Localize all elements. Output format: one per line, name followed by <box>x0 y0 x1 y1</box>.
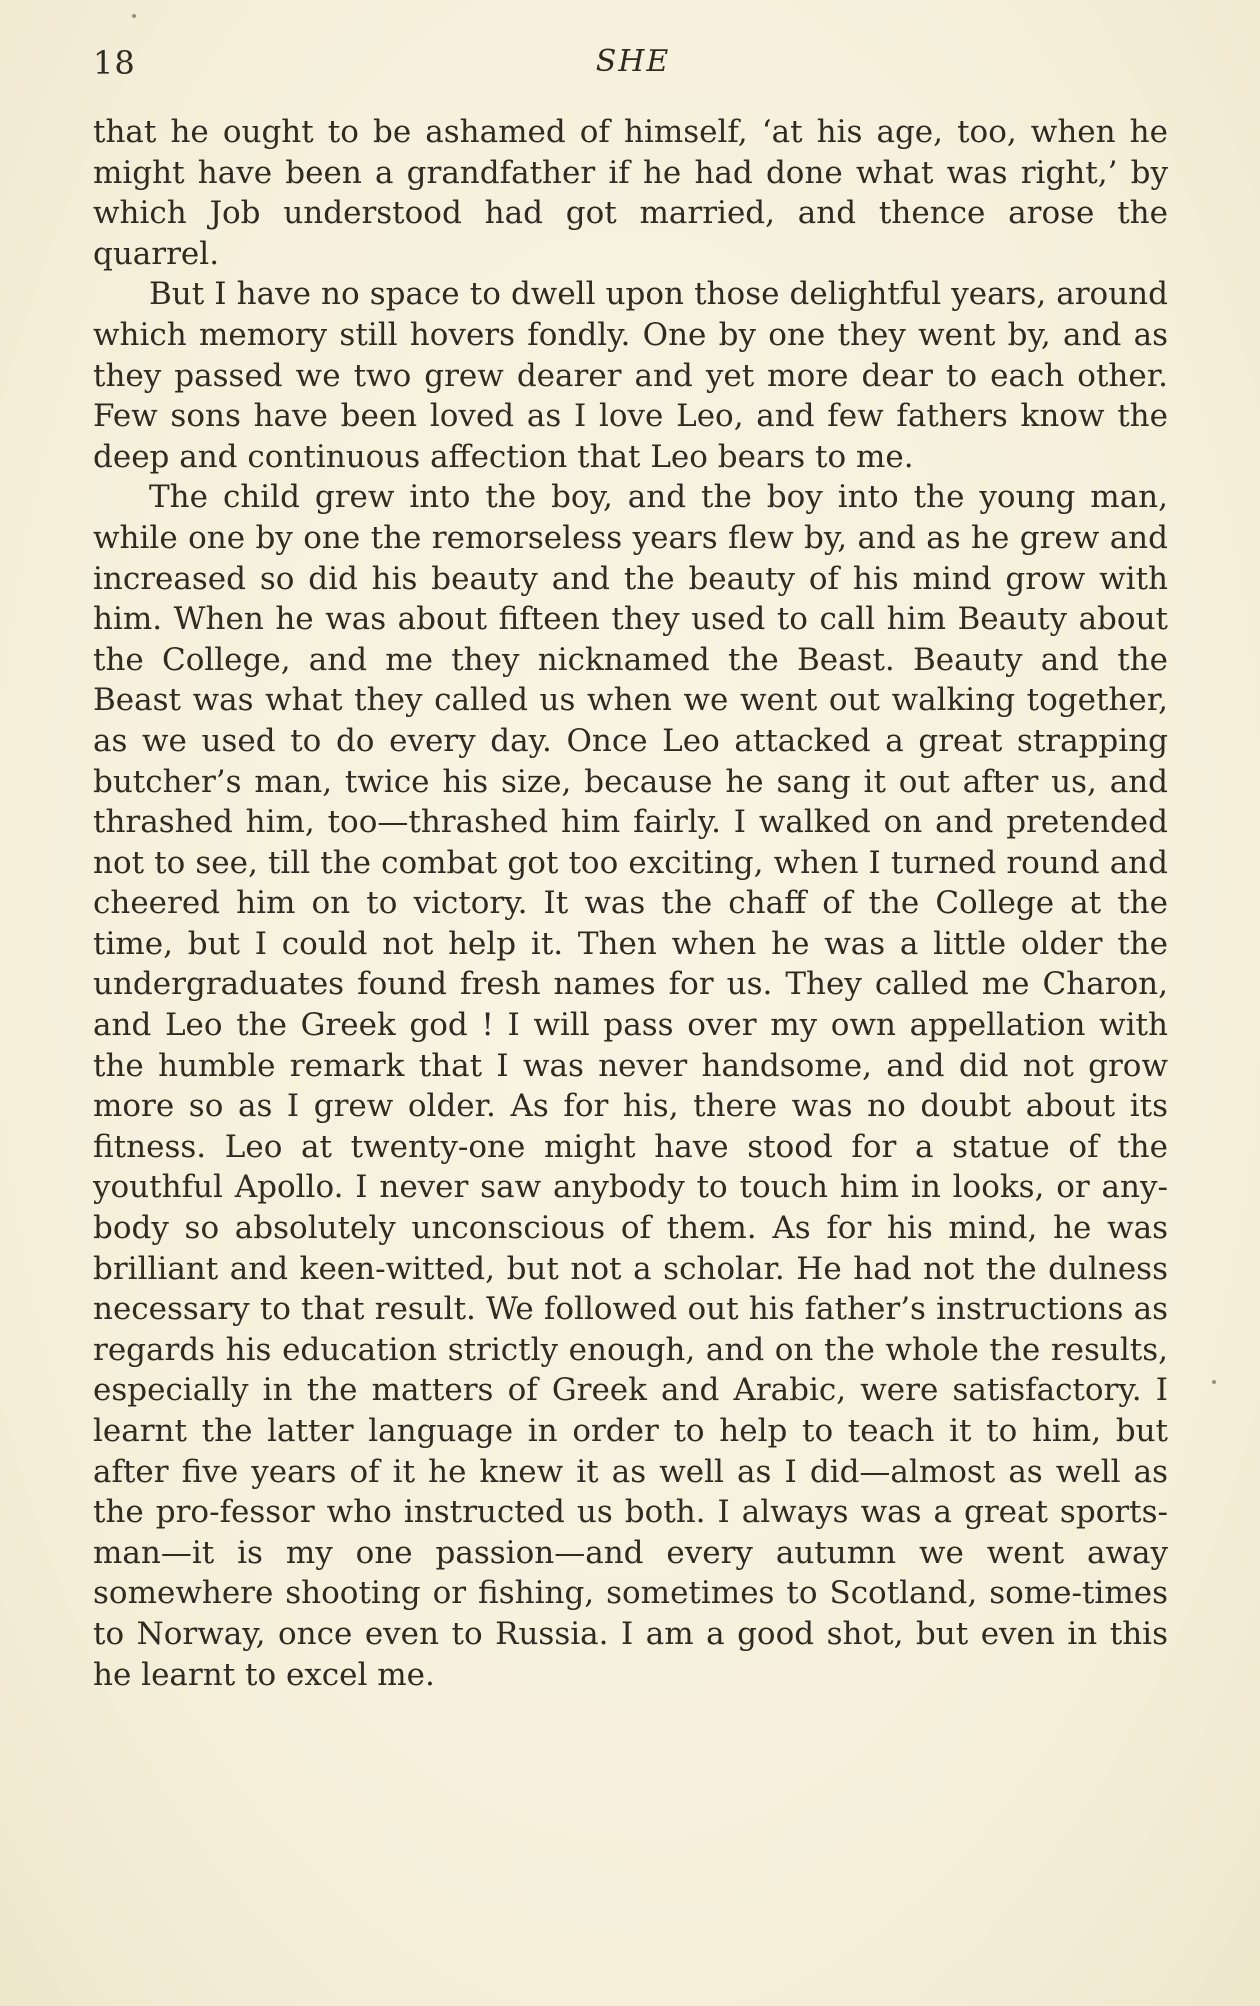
print-speck <box>1212 1380 1216 1384</box>
paragraph: that he ought to be ashamed of himself, ‘at his age, too, when he might have been a grandfather if he had done what was right,’ by which Job understood had got married, and thence arose the quarrel. <box>93 114 1168 272</box>
paragraph: But I have no space to dwell upon those delightful years, around which memory still hovers fondly. One by one they went by, and as they passed we two grew dearer and yet more dear to each other. Few sons have been loved as I love Leo, and few fathers know the deep and continuous affection that Leo bears to me. <box>93 276 1168 475</box>
page-header <box>93 44 1173 94</box>
print-speck <box>132 14 136 18</box>
body-text <box>93 112 1168 1695</box>
page-number: 18 <box>93 44 136 82</box>
running-title: SHE <box>595 44 671 79</box>
paragraph: The child grew into the boy, and the boy into the young man, while one by one the remorseless years flew by, and as he grew and increased so did his beauty and the beauty of his mind grow with him. When he was about fifteen they used to call him Beauty about the College, and me they nicknamed the Beast. Beauty and the Beast was what they called us when we went out walking together, as we used to do every day. Once Leo attacked a great strapping butcher’s man, twice his size, because he sang it out after us, and thrashed him, too—thrashed him fairly. I walked on and pretended not to see, till the combat got too exciting, when I turned round and cheered him on to victory. It was the chaff of the College at the time, but I could not help it. Then when he was a little older the undergraduates found fresh names for us. They called me Charon, and Leo the Greek god ! I will pass over my own appellation with the humble remark that I was never handsome, and did not grow more so as I grew older. As for his, there was no doubt about its fitness. Leo at twenty-one might have stood for a statue of the youthful Apollo. I never saw anybody to touch him in looks, or any-body so absolutely unconscious of them. As for his mind, he was brilliant and keen-witted, but not a scholar. He had not the dulness necessary to that result. We followed out his father’s instructions as regards his education strictly enough, and on the whole the results, especially in the matters of Greek and Arabic, were satisfactory. I learnt the latter language in order to help to teach it to him, but after five years of it he knew it as well as I did—almost as well as the pro-fessor who instructed us both. I always was a great sports-man—it is my one passion—and every autumn we went away somewhere shooting or fishing, sometimes to Scotland, some-times to Norway, once even to Russia. I am a good shot, but even in this he learnt to excel me. <box>93 479 1168 1693</box>
